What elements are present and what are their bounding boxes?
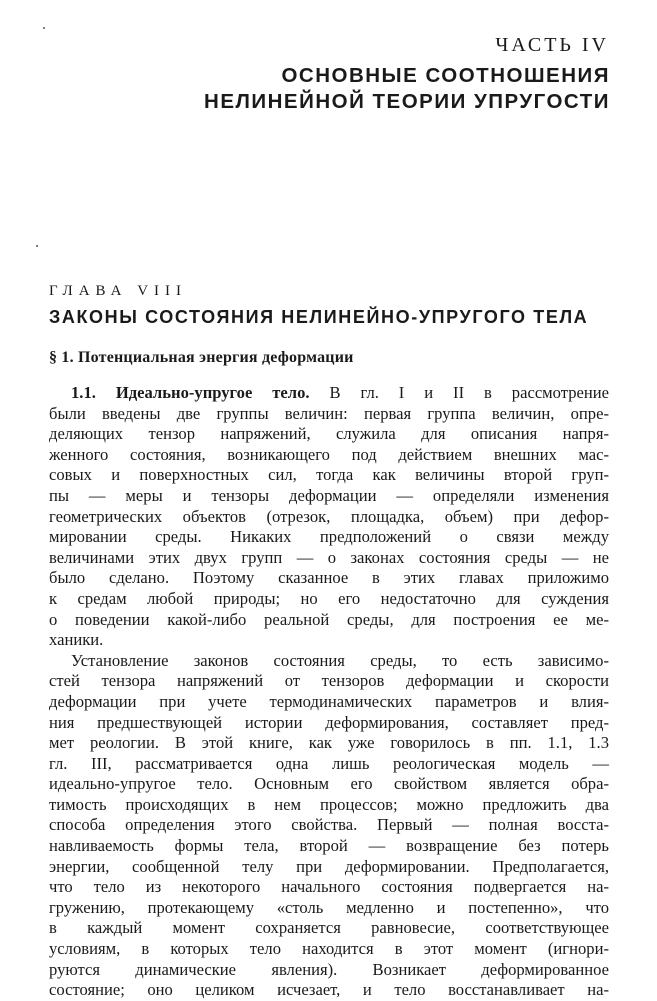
- text-line: тимость происходящих в нем процессов; можно предложить два: [49, 794, 609, 814]
- text-line: деформации при учете термодинамических параметров и влия-: [49, 691, 609, 711]
- text-line: руются динамические явления). Возникает деформированное: [49, 959, 609, 979]
- text-line: ния предшествующей истории деформирования, составляет пред-: [49, 712, 609, 732]
- text-line: гружению, протекающему «столь медленно и постепенно», что: [49, 897, 609, 917]
- body-text: [49, 383, 609, 1001]
- text-line: способа определения этого свойства. Первый — полная восста-: [49, 815, 609, 835]
- text-line: пы — меры и тензоры деформации — определяли изменения: [49, 485, 609, 505]
- paragraph-subhead: 1.1. Идеально-упругое тело.: [71, 383, 310, 402]
- section-title: § 1. Потенциальная энергия деформации: [49, 349, 354, 366]
- part-label: ЧАСТЬ IV: [495, 34, 609, 56]
- text-line: Установление законов состояния среды, то есть зависимо-: [71, 650, 609, 670]
- text-line: совых и поверхностных сил, тогда как величины второй груп-: [49, 465, 609, 485]
- text-line: мет реологии. В этой книге, как уже говорилось в пп. 1.1, 1.3: [49, 733, 609, 753]
- chapter-title: ЗАКОНЫ СОСТОЯНИЯ НЕЛИНЕЙНО-УПРУГОГО ТЕЛА: [49, 307, 589, 327]
- text-line: условиям, в которых тело находится в этот момент (игнори-: [49, 939, 609, 959]
- text-line: величинами этих двух групп — о законах состояния среды — не: [49, 547, 609, 567]
- print-speck: [43, 27, 45, 29]
- text-line: были введены две группы величин: первая группа величин, опре-: [49, 403, 609, 423]
- text-line: стей тензора напряжений от тензоров деформации и скорости: [49, 671, 609, 691]
- text-line: идеально-упругое тело. Основным его свойством является обра-: [49, 774, 609, 794]
- text-line: состояние; оно целиком исчезает, и тело восстанавливает на-: [49, 980, 609, 1000]
- text-line: геометрических объектов (отрезок, площадка, объем) при дефор-: [49, 506, 609, 526]
- part-title-line: НЕЛИНЕЙНОЙ ТЕОРИИ УПРУГОСТИ: [204, 90, 610, 113]
- text-line: к средам любой природы; но его недостаточно для суждения: [49, 588, 609, 608]
- chapter-label: ГЛАВА VIII: [49, 283, 188, 299]
- text-line: о поведении какой-либо реальной среды, для построения ее ме-: [49, 609, 609, 629]
- part-title-line: ОСНОВНЫЕ СООТНОШЕНИЯ: [281, 64, 610, 87]
- text-line-rest: В гл. I и II в рассмотрение: [329, 383, 610, 402]
- text-line: энергии, сообщенной телу при деформировании. Предполагается,: [49, 856, 609, 876]
- text-line: навливаемость формы тела, второй — возвращение без потерь: [49, 836, 609, 856]
- part-title: [204, 63, 610, 115]
- text-line: мировании среды. Никаких предположений о связи между: [49, 527, 609, 547]
- text-line: женного состояния, возникающего под действием внешних мас-: [49, 444, 609, 464]
- text-line: в каждый момент сохраняется равновесие, соответствующее: [49, 918, 609, 938]
- text-line: что тело из некоторого начального состояния подвергается на-: [49, 877, 609, 897]
- text-line: было сделано. Поэтому сказанное в этих главах приложимо: [49, 568, 609, 588]
- text-line: гл. III, рассматривается одна лишь реологическая модель —: [49, 753, 609, 773]
- text-line: ханики.: [49, 630, 104, 650]
- text-line: [49, 383, 609, 404]
- print-speck: [36, 245, 38, 247]
- text-line: деляющих тензор напряжений, служила для описания напря-: [49, 424, 609, 444]
